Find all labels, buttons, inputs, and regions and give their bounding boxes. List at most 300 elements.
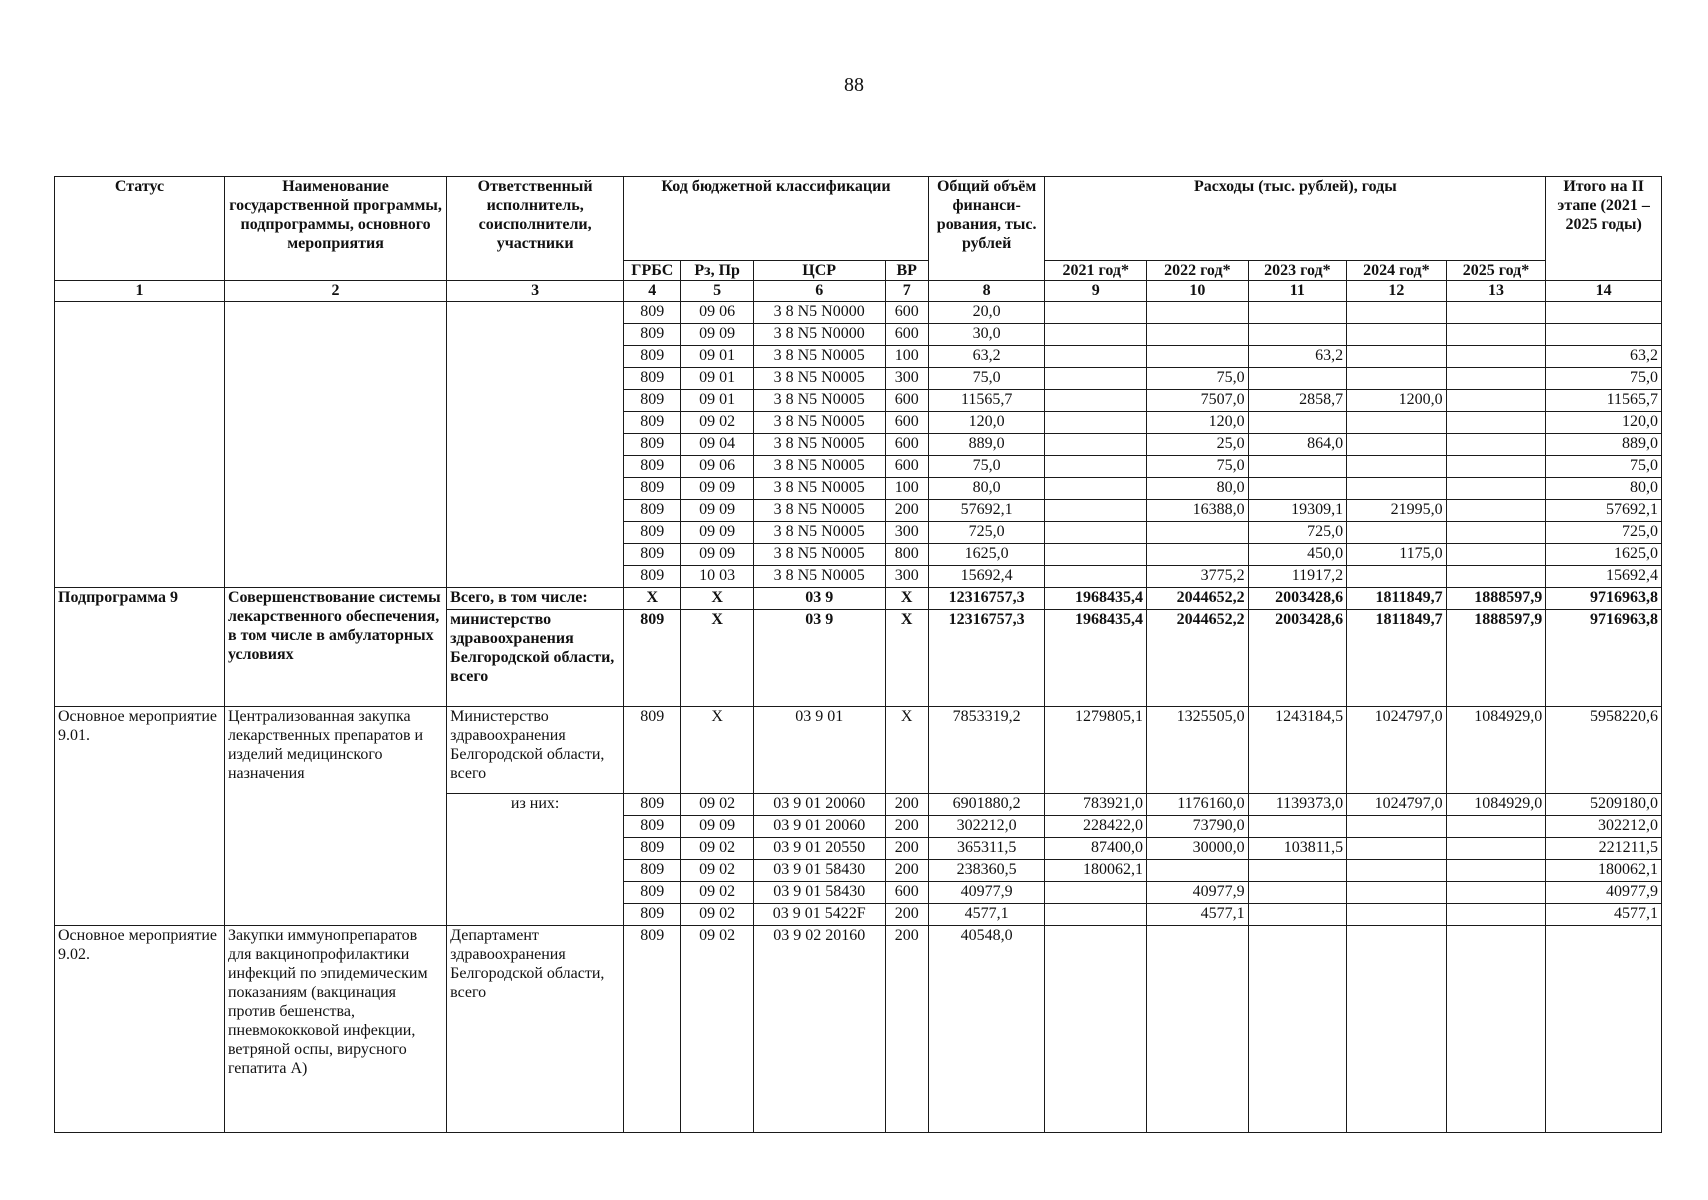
name-cell <box>224 456 446 478</box>
rzpr-cell: 09 09 <box>681 324 753 346</box>
grbs-cell: 809 <box>624 838 681 860</box>
csr-cell: 03 9 <box>753 588 885 610</box>
header-itogo: Итого на II этапе (2021 – 2025 годы) <box>1546 177 1662 281</box>
executor-cell <box>447 368 624 390</box>
y2024-cell <box>1347 816 1447 838</box>
y2021-cell: 1279805,1 <box>1045 707 1147 794</box>
csr-cell: 3 8 N5 N0005 <box>753 456 885 478</box>
name-cell <box>224 368 446 390</box>
y2021-cell <box>1045 390 1147 412</box>
y2022-cell: 75,0 <box>1147 368 1249 390</box>
vr-cell: 100 <box>885 478 928 500</box>
header-status: Статус <box>55 177 225 281</box>
grbs-cell: 809 <box>624 882 681 904</box>
y2023-cell <box>1248 478 1347 500</box>
total-cell: 11565,7 <box>928 390 1045 412</box>
total-cell: 12316757,3 <box>928 588 1045 610</box>
total-cell: 302212,0 <box>928 816 1045 838</box>
csr-cell: 3 8 N5 N0005 <box>753 412 885 434</box>
y2022-cell: 73790,0 <box>1147 816 1249 838</box>
vr-cell: 200 <box>885 860 928 882</box>
rzpr-cell: 09 06 <box>681 456 753 478</box>
name-cell <box>224 302 446 324</box>
total-cell: 12316757,3 <box>928 610 1045 707</box>
header-2021: 2021 год* <box>1045 261 1147 281</box>
subprogram-9 <box>55 588 1662 707</box>
grbs-cell: 809 <box>624 544 681 566</box>
total-cell: 63,2 <box>928 346 1045 368</box>
y2022-cell: 3775,2 <box>1147 566 1249 588</box>
status-cell <box>55 456 225 478</box>
itogo-cell: 75,0 <box>1546 368 1662 390</box>
y2021-cell <box>1045 500 1147 522</box>
header-2022: 2022 год* <box>1147 261 1249 281</box>
status-cell <box>55 522 225 544</box>
y2025-cell <box>1446 882 1546 904</box>
y2025-cell <box>1446 926 1546 1133</box>
itogo-cell: 4577,1 <box>1546 904 1662 926</box>
y2022-cell: 2044652,2 <box>1147 610 1249 707</box>
total-cell: 120,0 <box>928 412 1045 434</box>
y2023-cell <box>1248 926 1347 1133</box>
rzpr-cell: 09 01 <box>681 368 753 390</box>
table-row <box>55 302 1662 324</box>
grbs-cell: 809 <box>624 566 681 588</box>
rzpr-cell: Х <box>681 707 753 794</box>
total-cell: 30,0 <box>928 324 1045 346</box>
column-number: 4 <box>624 281 681 302</box>
grbs-cell: 809 <box>624 324 681 346</box>
name-cell <box>224 390 446 412</box>
page-number: 88 <box>844 74 864 96</box>
y2025-cell <box>1446 544 1546 566</box>
status-cell <box>55 412 225 434</box>
y2021-cell <box>1045 324 1147 346</box>
vr-cell: 200 <box>885 500 928 522</box>
rzpr-cell: 09 02 <box>681 926 753 1133</box>
csr-cell: 3 8 N5 N0005 <box>753 434 885 456</box>
y2021-cell <box>1045 566 1147 588</box>
executor-cell <box>447 816 624 838</box>
y2023-cell: 2003428,6 <box>1248 588 1347 610</box>
executor-cell <box>447 434 624 456</box>
y2024-cell: 21995,0 <box>1347 500 1447 522</box>
y2021-cell: 87400,0 <box>1045 838 1147 860</box>
y2024-cell <box>1347 478 1447 500</box>
y2023-cell: 103811,5 <box>1248 838 1347 860</box>
y2023-cell: 725,0 <box>1248 522 1347 544</box>
total-cell: 80,0 <box>928 478 1045 500</box>
vr-cell: Х <box>885 610 928 707</box>
total-cell: 40977,9 <box>928 882 1045 904</box>
y2025-cell <box>1446 302 1546 324</box>
executor-cell <box>447 904 624 926</box>
y2025-cell <box>1446 390 1546 412</box>
y2022-cell: 120,0 <box>1147 412 1249 434</box>
name-cell <box>224 412 446 434</box>
header-2024: 2024 год* <box>1347 261 1447 281</box>
status-cell <box>55 346 225 368</box>
itogo-cell: 120,0 <box>1546 412 1662 434</box>
y2022-cell <box>1147 544 1249 566</box>
y2021-cell <box>1045 456 1147 478</box>
y2024-cell <box>1347 368 1447 390</box>
column-number: 1 <box>55 281 225 302</box>
continued-rows <box>55 302 1662 588</box>
itogo-cell: 180062,1 <box>1546 860 1662 882</box>
table-row <box>55 324 1662 346</box>
itogo-cell: 15692,4 <box>1546 566 1662 588</box>
itogo-cell: 80,0 <box>1546 478 1662 500</box>
y2023-cell <box>1248 412 1347 434</box>
name-cell <box>224 500 446 522</box>
executor-cell <box>447 838 624 860</box>
y2023-cell <box>1248 456 1347 478</box>
y2025-cell <box>1446 434 1546 456</box>
y2021-cell: 1968435,4 <box>1045 610 1147 707</box>
vr-cell: 200 <box>885 794 928 816</box>
y2024-cell <box>1347 838 1447 860</box>
y2023-cell <box>1248 882 1347 904</box>
rzpr-cell: 09 06 <box>681 302 753 324</box>
csr-cell: 03 9 <box>753 610 885 707</box>
status-cell <box>55 390 225 412</box>
y2023-cell <box>1248 302 1347 324</box>
vr-cell: Х <box>885 588 928 610</box>
grbs-cell: 809 <box>624 434 681 456</box>
y2025-cell <box>1446 324 1546 346</box>
y2021-cell <box>1045 434 1147 456</box>
y2025-cell <box>1446 456 1546 478</box>
y2023-cell <box>1248 368 1347 390</box>
itogo-cell: 302212,0 <box>1546 816 1662 838</box>
vr-cell: 200 <box>885 838 928 860</box>
y2024-cell <box>1347 860 1447 882</box>
rzpr-cell: 09 01 <box>681 390 753 412</box>
y2021-cell <box>1045 368 1147 390</box>
total-cell: 238360,5 <box>928 860 1045 882</box>
itogo-cell: 5209180,0 <box>1546 794 1662 816</box>
rzpr-cell: 09 09 <box>681 816 753 838</box>
y2021-cell: 1968435,4 <box>1045 588 1147 610</box>
csr-cell: 3 8 N5 N0000 <box>753 324 885 346</box>
measure-main-row <box>55 707 1662 794</box>
table-row <box>55 522 1662 544</box>
header-2025: 2025 год* <box>1446 261 1546 281</box>
header-name: Наименование государственной программы, подпрограммы, основного мероприятия <box>224 177 446 281</box>
name-cell: Закупки иммунопрепаратов для вакцинопрофилактики инфекций по эпидемическим показаниям (вакцинация против бешенства, пневмококковой инфекции, ветряной оспы, вирусного гепатита А) <box>224 926 446 1133</box>
vr-cell: 600 <box>885 882 928 904</box>
grbs-cell: 809 <box>624 302 681 324</box>
y2024-cell <box>1347 412 1447 434</box>
itogo-cell: 40977,9 <box>1546 882 1662 904</box>
csr-cell: 3 8 N5 N0000 <box>753 302 885 324</box>
rzpr-cell: 09 02 <box>681 882 753 904</box>
executor-cell: из них: <box>447 794 624 816</box>
csr-cell: 03 9 01 58430 <box>753 882 885 904</box>
executor-cell <box>447 302 624 324</box>
itogo-cell: 9716963,8 <box>1546 588 1662 610</box>
header-csr: ЦСР <box>753 261 885 281</box>
executor-cell <box>447 544 624 566</box>
y2021-cell: 180062,1 <box>1045 860 1147 882</box>
itogo-cell: 75,0 <box>1546 456 1662 478</box>
name-cell <box>224 522 446 544</box>
executor-cell <box>447 456 624 478</box>
total-cell: 57692,1 <box>928 500 1045 522</box>
total-cell: 75,0 <box>928 456 1045 478</box>
total-cell: 4577,1 <box>928 904 1045 926</box>
y2023-cell: 1243184,5 <box>1248 707 1347 794</box>
y2022-cell <box>1147 860 1249 882</box>
rzpr-cell: 09 02 <box>681 794 753 816</box>
y2021-cell: 228422,0 <box>1045 816 1147 838</box>
csr-cell: 3 8 N5 N0005 <box>753 544 885 566</box>
y2024-cell <box>1347 456 1447 478</box>
csr-cell: 3 8 N5 N0005 <box>753 522 885 544</box>
header-2023: 2023 год* <box>1248 261 1347 281</box>
column-number: 2 <box>224 281 446 302</box>
executor-cell <box>447 478 624 500</box>
status-cell <box>55 324 225 346</box>
vr-cell: 300 <box>885 566 928 588</box>
y2025-cell <box>1446 368 1546 390</box>
y2023-cell: 11917,2 <box>1248 566 1347 588</box>
column-number: 6 <box>753 281 885 302</box>
table-row <box>55 434 1662 456</box>
y2024-cell <box>1347 324 1447 346</box>
table-row <box>55 566 1662 588</box>
y2022-cell: 1325505,0 <box>1147 707 1249 794</box>
grbs-cell: 809 <box>624 346 681 368</box>
executor-cell <box>447 412 624 434</box>
status-cell: Основное мероприятие 9.02. <box>55 926 225 1133</box>
vr-cell: Х <box>885 707 928 794</box>
executor-cell <box>447 390 624 412</box>
measure-9-02 <box>55 926 1662 1133</box>
vr-cell: 200 <box>885 904 928 926</box>
total-cell: 365311,5 <box>928 838 1045 860</box>
executor-cell <box>447 860 624 882</box>
grbs-cell: 809 <box>624 610 681 707</box>
executor-cell <box>447 500 624 522</box>
name-cell <box>224 544 446 566</box>
y2024-cell: 1175,0 <box>1347 544 1447 566</box>
table-row <box>55 346 1662 368</box>
y2022-cell: 1176160,0 <box>1147 794 1249 816</box>
y2024-cell <box>1347 302 1447 324</box>
y2021-cell <box>1045 904 1147 926</box>
y2024-cell <box>1347 904 1447 926</box>
itogo-cell: 63,2 <box>1546 346 1662 368</box>
rzpr-cell: 09 02 <box>681 904 753 926</box>
rzpr-cell: 09 02 <box>681 860 753 882</box>
csr-cell: 03 9 01 20060 <box>753 794 885 816</box>
grbs-cell: 809 <box>624 522 681 544</box>
y2021-cell <box>1045 412 1147 434</box>
y2022-cell: 16388,0 <box>1147 500 1249 522</box>
csr-cell: 03 9 01 20550 <box>753 838 885 860</box>
y2022-cell: 75,0 <box>1147 456 1249 478</box>
executor-cell <box>447 324 624 346</box>
grbs-cell: 809 <box>624 904 681 926</box>
vr-cell: 100 <box>885 346 928 368</box>
total-cell: 889,0 <box>928 434 1045 456</box>
y2022-cell <box>1147 926 1249 1133</box>
rzpr-cell: 09 02 <box>681 838 753 860</box>
vr-cell: 600 <box>885 434 928 456</box>
name-cell <box>224 346 446 368</box>
rzpr-cell: 09 09 <box>681 544 753 566</box>
y2025-cell <box>1446 838 1546 860</box>
y2025-cell: 1888597,9 <box>1446 610 1546 707</box>
vr-cell: 600 <box>885 412 928 434</box>
table-row <box>55 390 1662 412</box>
y2022-cell <box>1147 324 1249 346</box>
table-row <box>55 544 1662 566</box>
y2022-cell: 30000,0 <box>1147 838 1249 860</box>
table-row <box>55 456 1662 478</box>
y2023-cell <box>1248 324 1347 346</box>
y2023-cell <box>1248 904 1347 926</box>
itogo-cell <box>1546 926 1662 1133</box>
grbs-cell: 809 <box>624 794 681 816</box>
vr-cell: 300 <box>885 522 928 544</box>
csr-cell: 3 8 N5 N0005 <box>753 368 885 390</box>
header-grbs: ГРБС <box>624 261 681 281</box>
vr-cell: 600 <box>885 456 928 478</box>
executor-cell <box>447 566 624 588</box>
y2022-cell <box>1147 302 1249 324</box>
column-number: 5 <box>681 281 753 302</box>
column-number: 11 <box>1248 281 1347 302</box>
column-number: 12 <box>1347 281 1447 302</box>
y2023-cell: 450,0 <box>1248 544 1347 566</box>
itogo-cell: 11565,7 <box>1546 390 1662 412</box>
vr-cell: 300 <box>885 368 928 390</box>
csr-cell: 3 8 N5 N0005 <box>753 346 885 368</box>
header-total: Общий объём финанси-рования, тыс. рублей <box>928 177 1045 281</box>
csr-cell: 03 9 01 <box>753 707 885 794</box>
csr-cell: 03 9 01 5422F <box>753 904 885 926</box>
status-cell <box>55 368 225 390</box>
grbs-cell: 809 <box>624 390 681 412</box>
total-cell: 7853319,2 <box>928 707 1045 794</box>
rzpr-cell: 10 03 <box>681 566 753 588</box>
name-cell <box>224 566 446 588</box>
table-row <box>55 478 1662 500</box>
total-cell: 20,0 <box>928 302 1045 324</box>
header-executor: Ответственный исполнитель, соисполнители, участники <box>447 177 624 281</box>
y2022-cell: 80,0 <box>1147 478 1249 500</box>
grbs-cell: 809 <box>624 478 681 500</box>
csr-cell: 3 8 N5 N0005 <box>753 566 885 588</box>
total-cell: 75,0 <box>928 368 1045 390</box>
subprogram-row-total <box>55 588 1662 610</box>
y2025-cell <box>1446 904 1546 926</box>
grbs-cell: 809 <box>624 860 681 882</box>
total-cell: 725,0 <box>928 522 1045 544</box>
y2023-cell <box>1248 816 1347 838</box>
vr-cell: 600 <box>885 302 928 324</box>
executor-cell <box>447 522 624 544</box>
vr-cell: 800 <box>885 544 928 566</box>
grbs-cell: 809 <box>624 707 681 794</box>
name-cell <box>224 434 446 456</box>
status-cell <box>55 478 225 500</box>
csr-cell: 03 9 01 58430 <box>753 860 885 882</box>
executor-cell: Министерство здравоохранения Белгородской области, всего <box>447 707 624 794</box>
y2025-cell <box>1446 412 1546 434</box>
y2025-cell <box>1446 816 1546 838</box>
executor-cell <box>447 346 624 368</box>
rzpr-cell: 09 09 <box>681 522 753 544</box>
grbs-cell: Х <box>624 588 681 610</box>
y2022-cell: 7507,0 <box>1147 390 1249 412</box>
csr-cell: 3 8 N5 N0005 <box>753 478 885 500</box>
y2023-cell: 2858,7 <box>1248 390 1347 412</box>
rzpr-cell: 09 02 <box>681 412 753 434</box>
total-cell: 6901880,2 <box>928 794 1045 816</box>
column-number: 10 <box>1147 281 1249 302</box>
y2025-cell <box>1446 500 1546 522</box>
name-cell: Централизованная закупка лекарственных препаратов и изделий медицинского назначения <box>224 707 446 926</box>
y2025-cell <box>1446 566 1546 588</box>
itogo-cell: 57692,1 <box>1546 500 1662 522</box>
measure-9-01 <box>55 707 1662 926</box>
rzpr-cell: Х <box>681 588 753 610</box>
y2023-cell: 2003428,6 <box>1248 610 1347 707</box>
y2024-cell <box>1347 522 1447 544</box>
y2021-cell: 783921,0 <box>1045 794 1147 816</box>
header-row <box>55 177 1662 261</box>
y2025-cell <box>1446 522 1546 544</box>
status-cell: Подпрограмма 9 <box>55 588 225 707</box>
itogo-cell: 9716963,8 <box>1546 610 1662 707</box>
y2024-cell <box>1347 566 1447 588</box>
y2024-cell: 1024797,0 <box>1347 707 1447 794</box>
itogo-cell: 221211,5 <box>1546 838 1662 860</box>
column-number: 8 <box>928 281 1045 302</box>
rzpr-cell: Х <box>681 610 753 707</box>
rzpr-cell: 09 09 <box>681 500 753 522</box>
name-cell <box>224 324 446 346</box>
y2023-cell: 1139373,0 <box>1248 794 1347 816</box>
y2021-cell <box>1045 302 1147 324</box>
y2023-cell: 63,2 <box>1248 346 1347 368</box>
column-number: 7 <box>885 281 928 302</box>
grbs-cell: 809 <box>624 816 681 838</box>
y2021-cell <box>1045 522 1147 544</box>
table-row <box>55 500 1662 522</box>
header-vr: ВР <box>885 261 928 281</box>
column-number: 14 <box>1546 281 1662 302</box>
itogo-cell: 889,0 <box>1546 434 1662 456</box>
csr-cell: 3 8 N5 N0005 <box>753 500 885 522</box>
y2022-cell: 4577,1 <box>1147 904 1249 926</box>
status-cell <box>55 566 225 588</box>
total-cell: 15692,4 <box>928 566 1045 588</box>
total-cell: 40548,0 <box>928 926 1045 1133</box>
y2022-cell <box>1147 522 1249 544</box>
vr-cell: 200 <box>885 926 928 1133</box>
vr-cell: 600 <box>885 390 928 412</box>
column-number: 13 <box>1446 281 1546 302</box>
itogo-cell <box>1546 302 1662 324</box>
y2023-cell <box>1248 860 1347 882</box>
table-row <box>55 412 1662 434</box>
y2025-cell: 1084929,0 <box>1446 794 1546 816</box>
